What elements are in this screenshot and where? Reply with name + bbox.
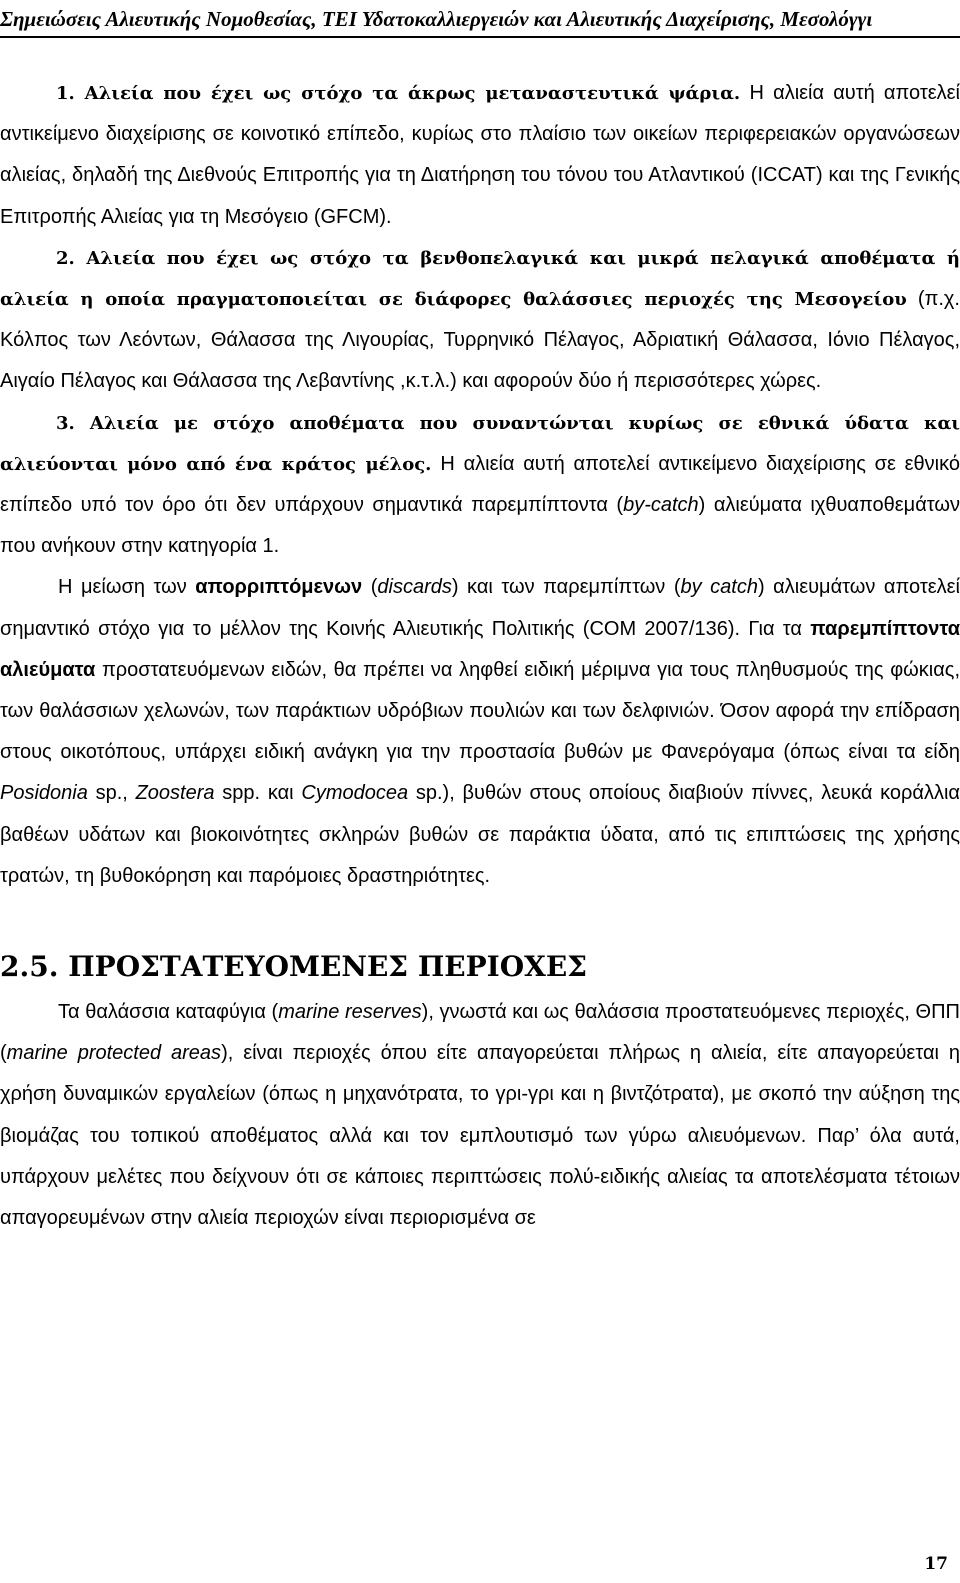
- discards-italic-4: Zoostera: [135, 782, 215, 805]
- item-3-heading: 3. Αλιεία με στόχο αποθέματα που συναντώνται κυρίως σε εθνικά ύδατα και αλιεύονται μόνο από ένα κράτος μέλος.: [0, 412, 960, 475]
- discards-italic-5: Cymodocea: [301, 782, 409, 805]
- page-number: 17: [924, 1554, 948, 1574]
- item-2-heading: 2. Αλιεία που έχει ως στόχο τα βενθοπελαγικά και μικρά πελαγικά αποθέματα ή αλιεία η οποία πραγματοποιείται σε διάφορες θαλάσσιες περιοχές της Μεσογείου: [0, 247, 960, 311]
- discards-text-5: προστατευόμενων ειδών, θα πρέπει να ληφθεί ειδική μέριμνα για τους πληθυσμούς της φώκιας, των θαλάσσιων χελωνών, των παράκτιων υδρόβιων πουλιών και των δελφινιών. Όσον αφορά την επίδραση στους οικοτόπους, υπάρχει ειδική ανάγκη για την προστασία βυθών με Φανερόγαμα (όπως είναι τα είδη: [0, 658, 960, 764]
- section-italic-2: marine protected areas: [6, 1042, 222, 1065]
- item-1-text: Η αλιεία αυτή αποτελεί αντικείμενο διαχείρισης σε κοινοτικό επίπεδο, κυρίως στο πλαίσιο των οικείων περιφερειακών οργανώσεων αλιείας, δηλαδή της Διεθνούς Επιτροπής για τη Διατήρηση του τόνου του Ατλαντικού (ICCAT) και της Γενικής Επιτροπής Αλιείας για τη Μεσόγειο (GFCM).: [0, 82, 960, 228]
- section-text-3: ), είναι περιοχές όπου είτε απαγορεύεται πλήρως η αλιεία, είτε απαγορεύεται η χρήση δυναμικών εργαλείων (όπως η μηχανότρατα, το γρι-γρι και η βιντζότρατα), με σκοπό την αύξηση της βιομάζας του τοπικού αποθέματος αλλά και τον εμπλουτισμό των γύρω αλιευόμενων. Παρ’ όλα αυτά, υπάρχουν μελέτες που δείχνουν ότι σε κάποιες περιπτώσεις πολύ-ειδικής αλιείας τα αποτελέσματα τέτοιων απαγορευμένων στην αλιεία περιοχών είναι περιορισμένα σε: [0, 1042, 960, 1230]
- discards-text-7: spp. και: [214, 782, 302, 805]
- section-text-2: ), γνωστά και ως θαλάσσια προστατευόμενες περιοχές, ΘΠΠ (: [0, 1001, 960, 1065]
- discards-text-8: sp.), βυθών στους οποίους διαβιούν πίννες, λευκά κοράλλια βαθέων υδάτων και βιοκοινότητες σκληρών βυθών σε παράκτια ύδατα, από τις επιπτώσεις της χρήσης τρατών, τη βυθοκόρηση και παρόμοιες δραστηριότητες.: [0, 782, 960, 887]
- discards-bold-2: παρεμπίπτοντα αλιεύματα: [0, 617, 960, 681]
- item-1-heading: 1. Αλιεία που έχει ως στόχο τα άκρως μεταναστευτικά ψάρια.: [56, 83, 741, 104]
- section-paragraph: [0, 992, 960, 1239]
- discards-text-2: (: [362, 576, 378, 599]
- item-3-text-italic: by-catch: [623, 494, 699, 517]
- discards-italic-3: Posidonia: [0, 782, 88, 805]
- section-title: 2.5. ΠΡΟΣΤΑΤΕΥΟΜΕΝΕΣ ΠΕΡΙΟΧΕΣ: [0, 950, 588, 984]
- discards-text-1: Η μείωση των: [58, 576, 196, 599]
- discards-italic-2: by catch: [680, 576, 758, 599]
- running-header: Σημειώσεις Αλιευτικής Νομοθεσίας, ΤΕΙ Υδατοκαλλιεργειών και Αλιευτικής Διαχείρισης, Μεσολόγγι: [0, 7, 873, 31]
- section-italic-1: marine reserves: [278, 1001, 422, 1024]
- section-text-1: Τα θαλάσσια καταφύγια (: [58, 1001, 279, 1024]
- discards-text-3: ) και των παρεμπίπτων (: [451, 576, 681, 599]
- header-rule: [0, 36, 960, 38]
- discards-paragraph: [0, 567, 960, 897]
- item-3: [0, 403, 960, 568]
- document-body: [0, 73, 960, 1239]
- item-2: [0, 238, 960, 403]
- discards-text-4: ) αλιευμάτων αποτελεί σημαντικό στόχο για το μέλλον της Κοινής Αλιευτικής Πολιτικής (COM 2007/136). Για τα: [0, 576, 960, 640]
- discards-italic-1: discards: [377, 576, 452, 599]
- item-2-text: (π.χ. Κόλπος των Λεόντων, Θάλασσα της Λιγουρίας, Τυρρηνικό Πέλαγος, Αδριατική Θάλασσα, Ιόνιο Πέλαγος, Αιγαίο Πέλαγος και Θάλασσα της Λεβαντίνης ,κ.τ.λ.) και αφορούν δύο ή περισσότερες χώρες.: [0, 288, 960, 393]
- item-3-text-a: Η αλιεία αυτή αποτελεί αντικείμενο διαχείρισης σε εθνικό επίπεδο υπό τον όρο ότι δεν υπάρχουν σημαντικά παρεμπίπτοντα (: [0, 452, 960, 517]
- item-1: [0, 73, 960, 238]
- discards-bold-1: απορριπτόμενων: [195, 576, 363, 599]
- discards-text-6: sp.,: [87, 782, 136, 805]
- item-3-text-b: ) αλιεύματα ιχθυαποθεμάτων που ανήκουν στην κατηγορία 1.: [0, 494, 960, 558]
